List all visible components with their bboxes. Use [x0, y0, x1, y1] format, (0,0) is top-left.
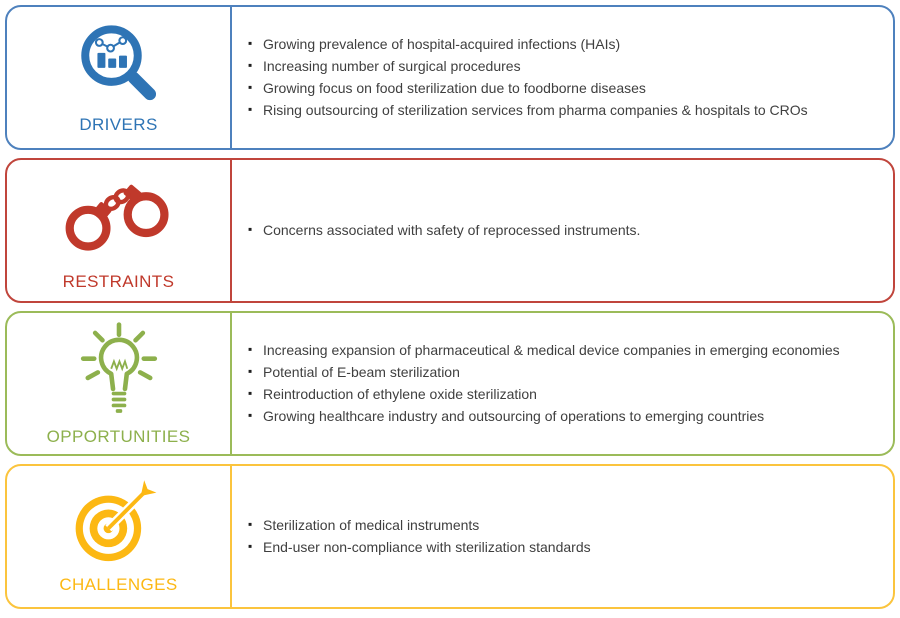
bullet-item: ▪ Potential of E-beam sterilization: [248, 363, 863, 383]
section-label-drivers: DRIVERS: [79, 115, 158, 134]
bullet-item: ▪ Rising outsourcing of sterilization services from pharma companies & hospitals to CROs: [248, 101, 863, 121]
section-row-opportunities: [5, 311, 895, 456]
lightbulb-icon: [73, 321, 165, 422]
bullet-list: [248, 32, 863, 123]
drivers-icon-panel: [7, 7, 232, 148]
handcuffs-icon: [61, 170, 177, 267]
drivers-content-panel: [232, 7, 893, 148]
bullet-item: ▪ Increasing number of surgical procedures: [248, 57, 863, 77]
section-label-challenges: CHALLENGES: [59, 575, 178, 594]
bullet-list: [248, 218, 863, 243]
challenges-icon-panel: [7, 466, 232, 607]
bullet-item: ▪ Sterilization of medical instruments: [248, 516, 863, 536]
section-label-restraints: RESTRAINTS: [62, 271, 175, 291]
opportunities-content-panel: [232, 313, 893, 454]
section-label-opportunities: OPPORTUNITIES: [46, 426, 191, 446]
section-row-challenges: [5, 464, 895, 609]
restraints-content-panel: [232, 160, 893, 301]
bullet-list: [248, 513, 863, 560]
bullet-item: ▪ Growing prevalence of hospital-acquired infections (HAIs): [248, 35, 863, 55]
bullet-item: ▪ End-user non-compliance with sterilization standards: [248, 538, 863, 558]
bullet-list: [248, 338, 863, 429]
restraints-icon-panel: [7, 160, 232, 301]
bullet-item: ▪ Increasing expansion of pharmaceutical & medical device companies in emerging economies: [248, 341, 863, 361]
section-row-restraints: [5, 158, 895, 303]
bullet-item: ▪ Reintroduction of ethylene oxide sterilization: [248, 385, 863, 405]
bullet-item: ▪ Concerns associated with safety of reprocessed instruments.: [248, 221, 863, 241]
bullet-item: ▪ Growing healthcare industry and outsourcing of operations to emerging countries: [248, 407, 863, 427]
section-row-drivers: [5, 5, 895, 150]
challenges-content-panel: [232, 466, 893, 607]
opportunities-icon-panel: [7, 313, 232, 454]
target-dart-icon: [66, 478, 172, 570]
bullet-item: ▪ Growing focus on food sterilization due to foodborne diseases: [248, 79, 863, 99]
magnifier-analytics-icon: [74, 20, 164, 110]
